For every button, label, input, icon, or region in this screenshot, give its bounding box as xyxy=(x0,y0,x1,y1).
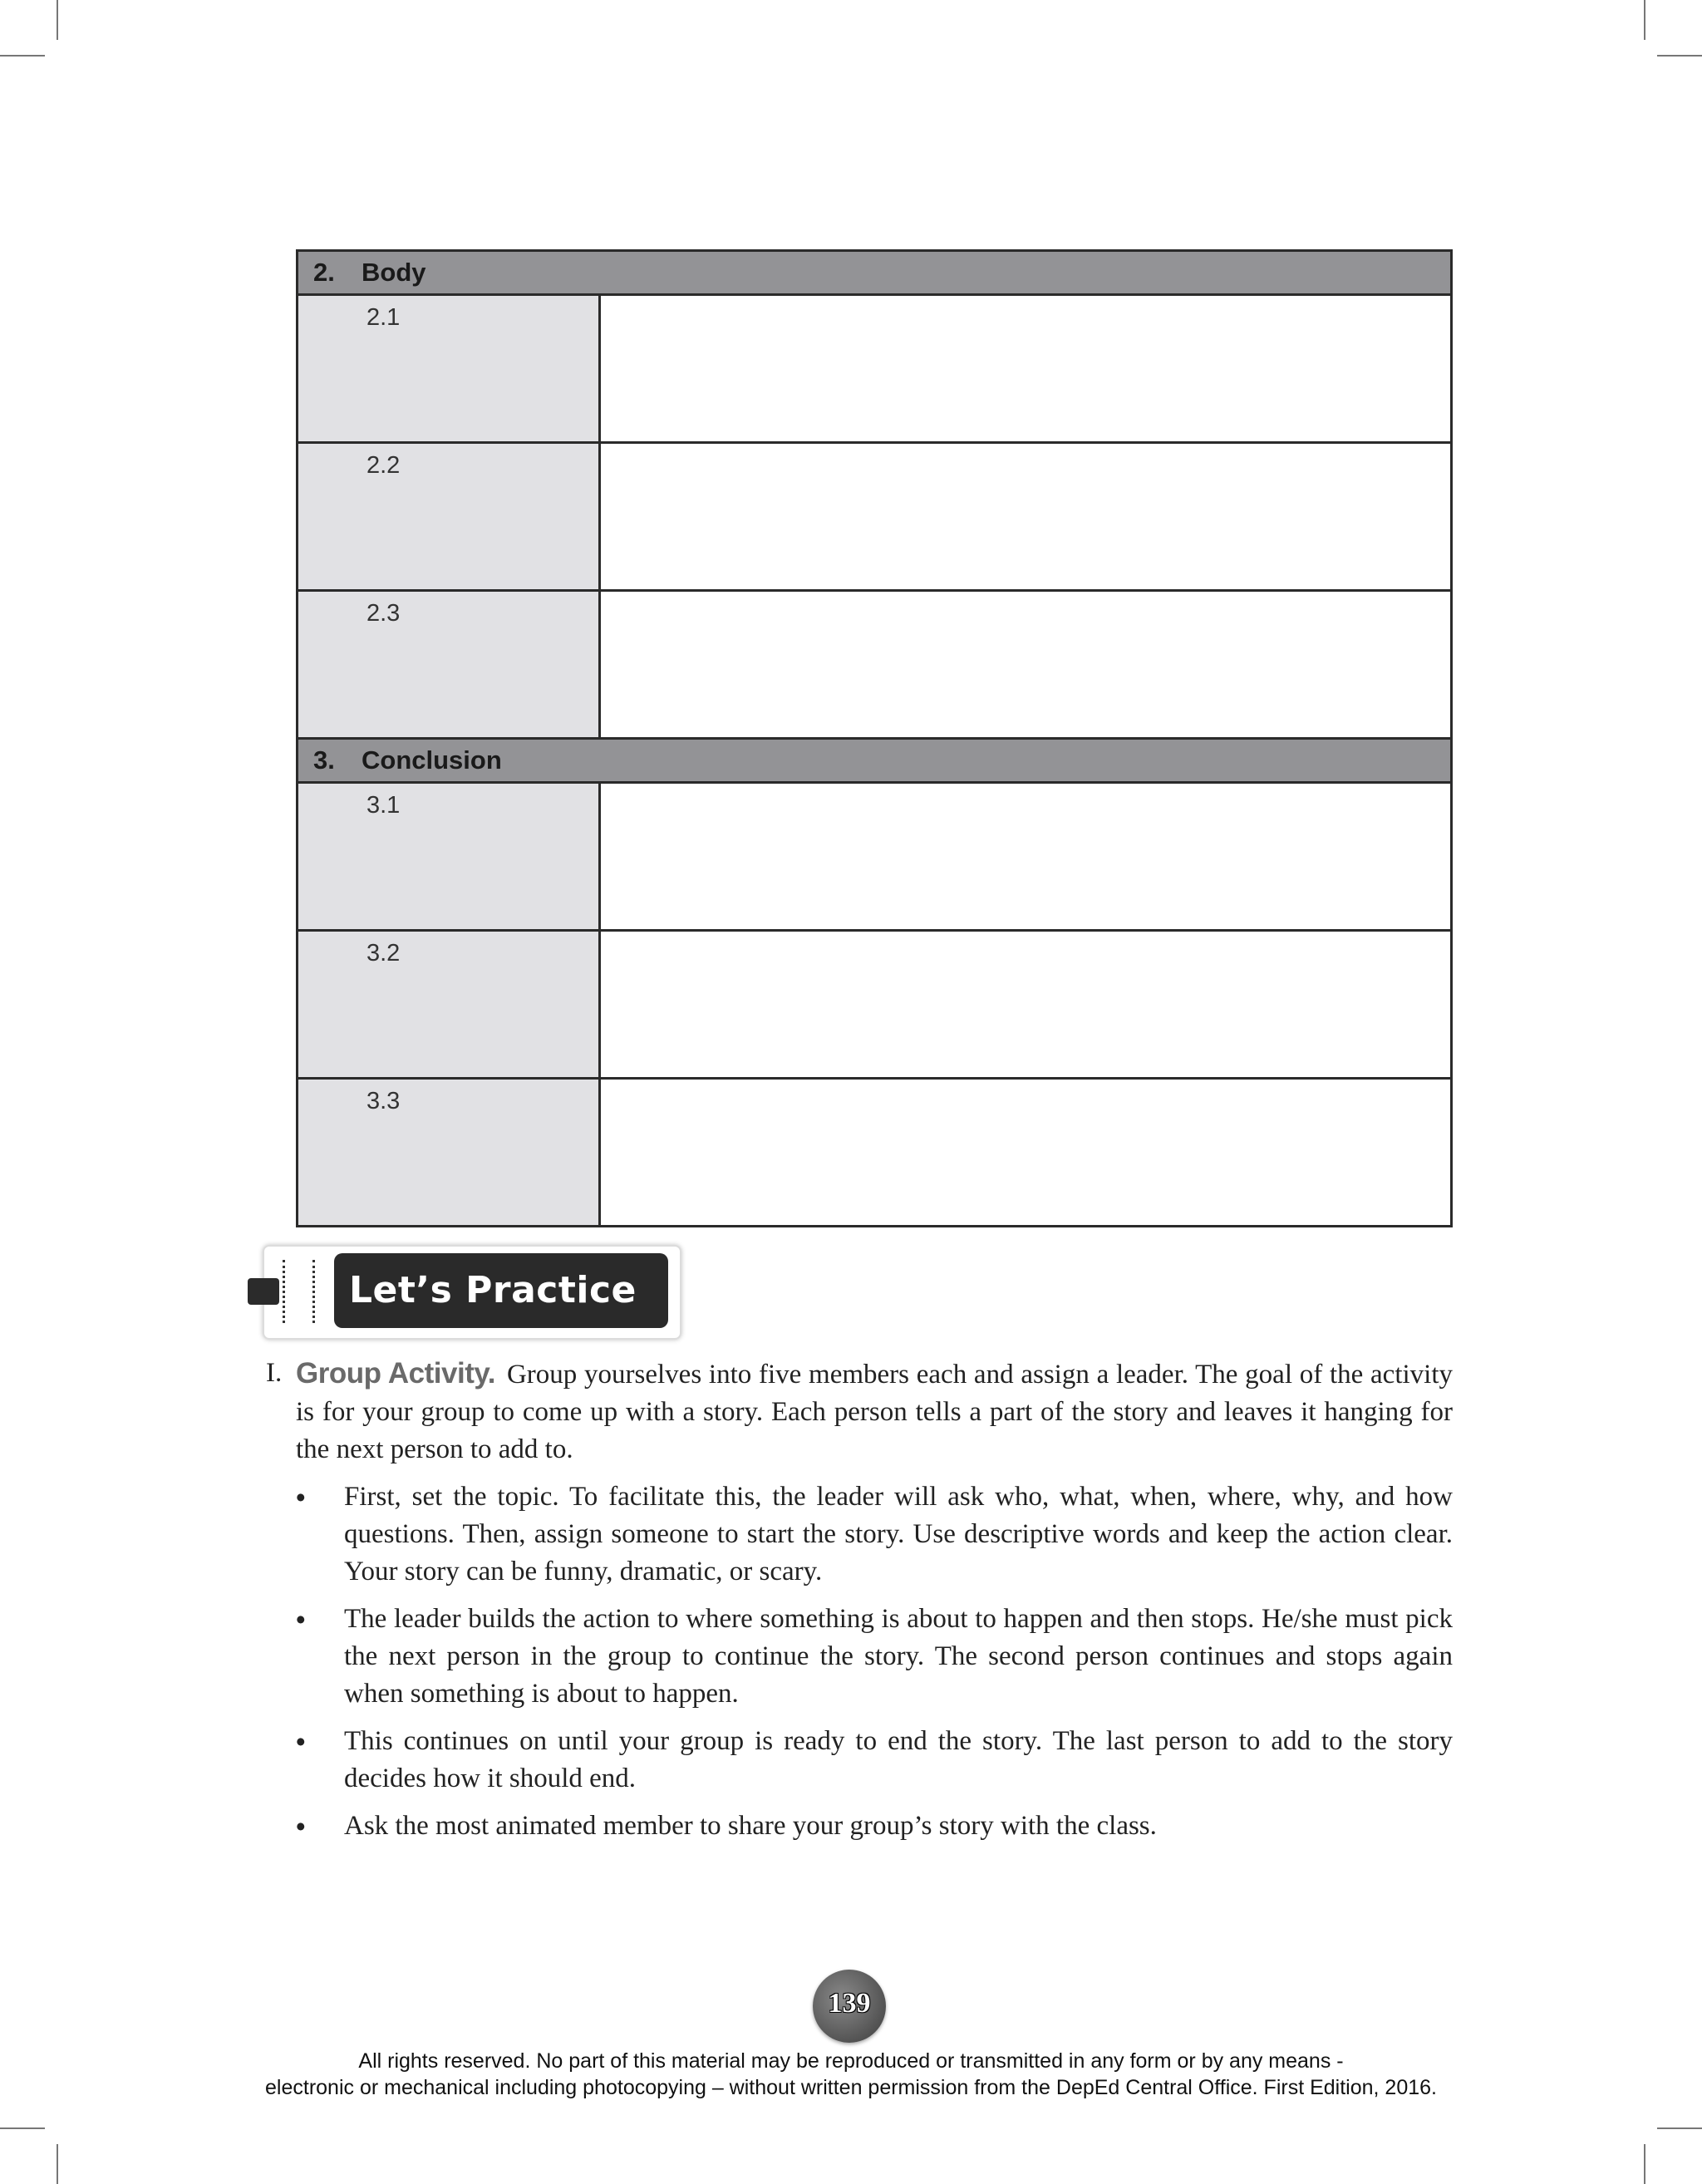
table-row xyxy=(298,443,1452,591)
answer-cell[interactable] xyxy=(600,783,1452,931)
activity-lead: Group Activity. xyxy=(296,1357,495,1390)
answer-cell[interactable] xyxy=(600,1079,1452,1227)
copyright-footer xyxy=(0,2048,1702,2101)
answer-cell[interactable] xyxy=(600,295,1452,443)
activity-intro-text: Group yourselves into five members each and assign a leader. The goal of the activity is for your group to come up with a story. Each person tells a part of the story and leaves it hanging for the next person to add to. xyxy=(296,1360,1454,1464)
crop-mark xyxy=(1644,2144,1645,2184)
row-label: 2.3 xyxy=(298,591,600,739)
crop-mark xyxy=(1644,0,1645,40)
step-text: First, set the topic. To facilitate this, the leader will ask who, what, when, where, why, and how questions. Then, assign someone to start the story. Use descriptive words and keep the action clear. Your story can be funny, dramatic, or scary. xyxy=(344,1482,1453,1586)
list-item xyxy=(296,1478,1453,1591)
banner-tab-icon xyxy=(248,1278,279,1305)
banner-dotted-line xyxy=(312,1260,315,1323)
footer-line: All rights reserved. No part of this material may be reproduced or transmitted in any form or by any means - xyxy=(358,2049,1344,2073)
step-text: The leader builds the action to where something is about to happen and then stops. He/she must pick the next person in the group to continue the story. The second person continues and stops again when something is about to happen. xyxy=(344,1604,1453,1709)
row-label: 2.2 xyxy=(298,443,600,591)
bullet-icon: • xyxy=(296,1726,306,1757)
table-row xyxy=(298,783,1452,931)
answer-cell[interactable] xyxy=(600,931,1452,1079)
list-item xyxy=(296,1601,1453,1713)
crop-mark xyxy=(57,0,58,40)
table-row xyxy=(298,591,1452,739)
crop-mark xyxy=(0,2127,45,2129)
item-numeral: I. xyxy=(266,1358,283,1388)
bullet-icon: • xyxy=(296,1482,306,1513)
list-item xyxy=(296,1723,1453,1798)
activity-steps xyxy=(296,1478,1453,1845)
banner-dotted-line xyxy=(283,1260,285,1323)
section-number: 3. xyxy=(313,745,335,775)
answer-cell[interactable] xyxy=(600,591,1452,739)
section-header-conclusion xyxy=(298,739,1452,783)
crop-mark xyxy=(0,55,45,57)
footer-line: electronic or mechanical including photocopying – without written permission from the DepEd Central Office. First Edition, 2016. xyxy=(265,2076,1437,2099)
bullet-icon: • xyxy=(296,1604,306,1635)
section-number: 2. xyxy=(313,258,335,287)
table-row xyxy=(298,1079,1452,1227)
list-item xyxy=(296,1808,1453,1845)
outline-table xyxy=(296,249,1453,1227)
section-title: Conclusion xyxy=(362,745,502,775)
section-header-body xyxy=(298,251,1452,295)
answer-cell[interactable] xyxy=(600,443,1452,591)
row-label: 3.1 xyxy=(298,783,600,931)
lets-practice-heading: Let’s Practice xyxy=(334,1253,668,1328)
row-label: 3.2 xyxy=(298,931,600,1079)
step-text: This continues on until your group is ready to end the story. The last person to add to the story decides how it should end. xyxy=(344,1726,1453,1793)
section-title: Body xyxy=(362,258,426,287)
group-activity-section xyxy=(266,1355,1453,1855)
row-label: 3.3 xyxy=(298,1079,600,1227)
crop-mark xyxy=(57,2144,58,2184)
table-row xyxy=(298,295,1452,443)
table-row xyxy=(298,931,1452,1079)
crop-mark xyxy=(1657,55,1702,57)
activity-intro xyxy=(296,1355,1453,1468)
page-number-badge xyxy=(813,1970,886,2043)
crop-mark xyxy=(1657,2127,1702,2129)
step-text: Ask the most animated member to share your group’s story with the class. xyxy=(344,1811,1157,1841)
bullet-icon: • xyxy=(296,1811,306,1842)
page-number: 139 xyxy=(828,1988,871,2019)
row-label: 2.1 xyxy=(298,295,600,443)
